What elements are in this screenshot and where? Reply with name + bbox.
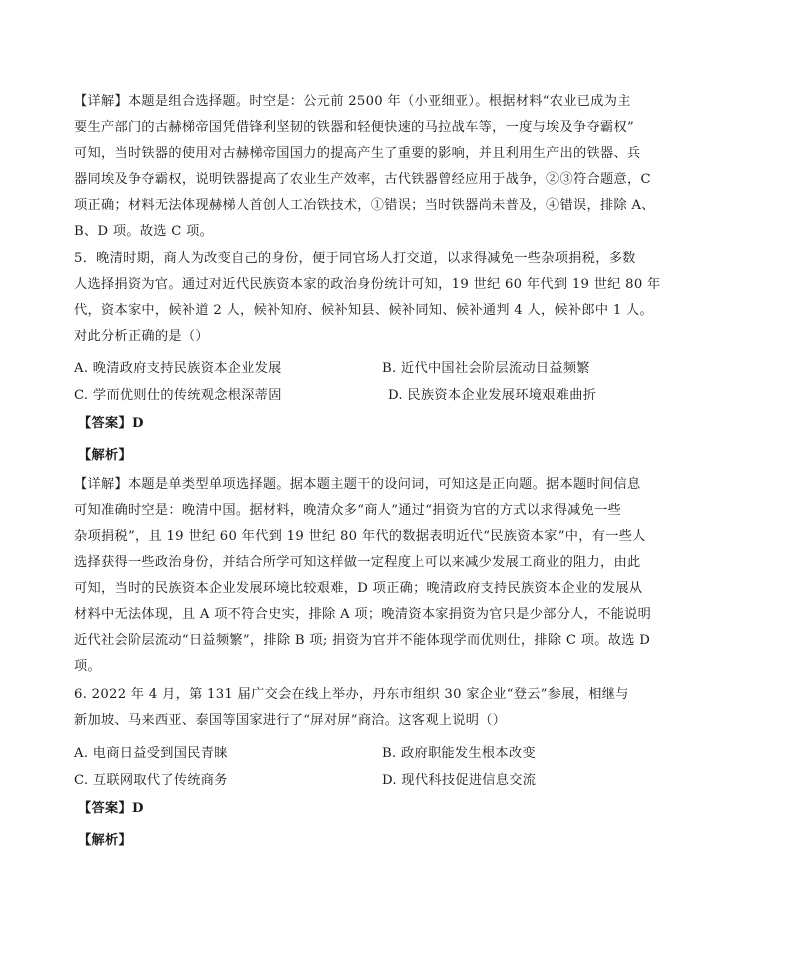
question-5-option-b: B. 近代中国社会阶层流动日益频繁 (382, 361, 590, 376)
explanation-1-line-1: 【详解】本题是组合选择题。时空是：公元前 2500 年（小亚细亚）。根据材料“农业已成为主 (74, 94, 631, 109)
question-5-option-c: C. 学而优则仕的传统观念根深蒂固 (74, 388, 282, 403)
question-5-detail-line-5: 可知，当时的民族资本企业发展环境比较艰难，D 项正确；晚清政府支持民族资本企业的发展从 (74, 581, 643, 596)
explanation-1-line-5: 项正确；材料无法体现赫梯人首创人工冶铁技术，①错误；当时铁器尚未普及，④错误，排除 A、 (74, 198, 655, 213)
question-5-option-a: A. 晚清政府支持民族资本企业发展 (74, 361, 282, 376)
question-5-detail-line-7: 近代社会阶层流动“日益频繁”，排除 B 项; 捐资为官并不能体现学而优则仕，排除 C 项。故选 D (74, 633, 651, 648)
question-5-answer: 【答案】D (78, 416, 144, 431)
question-6-option-c: C. 互联网取代了传统商务 (74, 773, 228, 788)
question-6-analysis-label: 【解析】 (78, 833, 132, 848)
question-5-analysis-label: 【解析】 (78, 448, 132, 463)
explanation-1-line-2: 要生产部门的古赫梯帝国凭借锋利坚韧的铁器和轻便快速的马拉战车等，一度与埃及争夺霸权” (74, 120, 635, 135)
question-6-option-d: D. 现代科技促进信息交流 (382, 773, 537, 788)
question-5-detail-line-8: 项。 (74, 659, 101, 674)
question-5-detail-line-6: 材料中无法体现，且 A 项不符合史实，排除 A 项；晚清资本家捐资为官只是少部分人，不能说明 (74, 607, 652, 622)
question-6-stem-line-2: 新加坡、马来西亚、泰国等国家进行了“屏对屏”商洽。这客观上说明（） (74, 713, 507, 728)
question-5-detail-line-1: 【详解】本题是单类型单项选择题。据本题主题干的设问词，可知这是正向题。据本题时间信息 (74, 477, 641, 492)
question-5-option-d: D. 民族资本企业发展环境艰难曲折 (388, 388, 597, 403)
question-5-stem-line-4: 对此分析正确的是（） (74, 329, 209, 344)
question-5-stem-line-3: 代，资本家中，候补道 2 人，候补知府、候补知县、候补同知、候补通判 4 人，候补郎中 1 人。 (74, 303, 654, 318)
question-6-option-b: B. 政府职能发生根本改变 (382, 746, 536, 761)
question-6-stem-line-1: 6. 2022 年 4 月，第 131 届广交会在线上举办，丹东市组织 30 家企业“登云”参展，相继与 (74, 687, 629, 702)
question-5-detail-line-2: 可知准确时空是：晚清中国。据材料，晚清众多“商人”通过“捐资为官的方式以求得减免一些 (74, 503, 622, 518)
question-5-stem-line-2: 人选择捐资为官。通过对近代民族资本家的政治身份统计可知，19 世纪 60 年代到 19 世纪 80 年 (74, 277, 661, 292)
question-5-stem-line-1: 5．晚清时期，商人为改变自己的身份，便于同官场人打交道，以求得减免一些杂项捐税，多数 (74, 251, 636, 266)
explanation-1-line-4: 器同埃及争夺霸权，说明铁器提高了农业生产效率，古代铁器曾经应用于战争，②③符合题意，C (74, 172, 651, 187)
explanation-1-line-6: B、D 项。故选 C 项。 (74, 224, 214, 239)
question-5-detail-line-4: 选择获得一些政治身份，并结合所学可知这样做一定程度上可以来减少发展工商业的阻力，由此 (74, 555, 641, 570)
question-6-option-a: A. 电商日益受到国民青睐 (74, 746, 228, 761)
explanation-1-line-3: 可知，当时铁器的使用对古赫梯帝国国力的提高产生了重要的影响，并且利用生产出的铁器、兵 (74, 146, 641, 161)
question-5-detail-line-3: 杂项捐税”，且 19 世纪 60 年代到 19 世纪 80 年代的数据表明近代“民族资本家”中，有一些人 (74, 529, 646, 544)
question-6-answer: 【答案】D (78, 801, 144, 816)
